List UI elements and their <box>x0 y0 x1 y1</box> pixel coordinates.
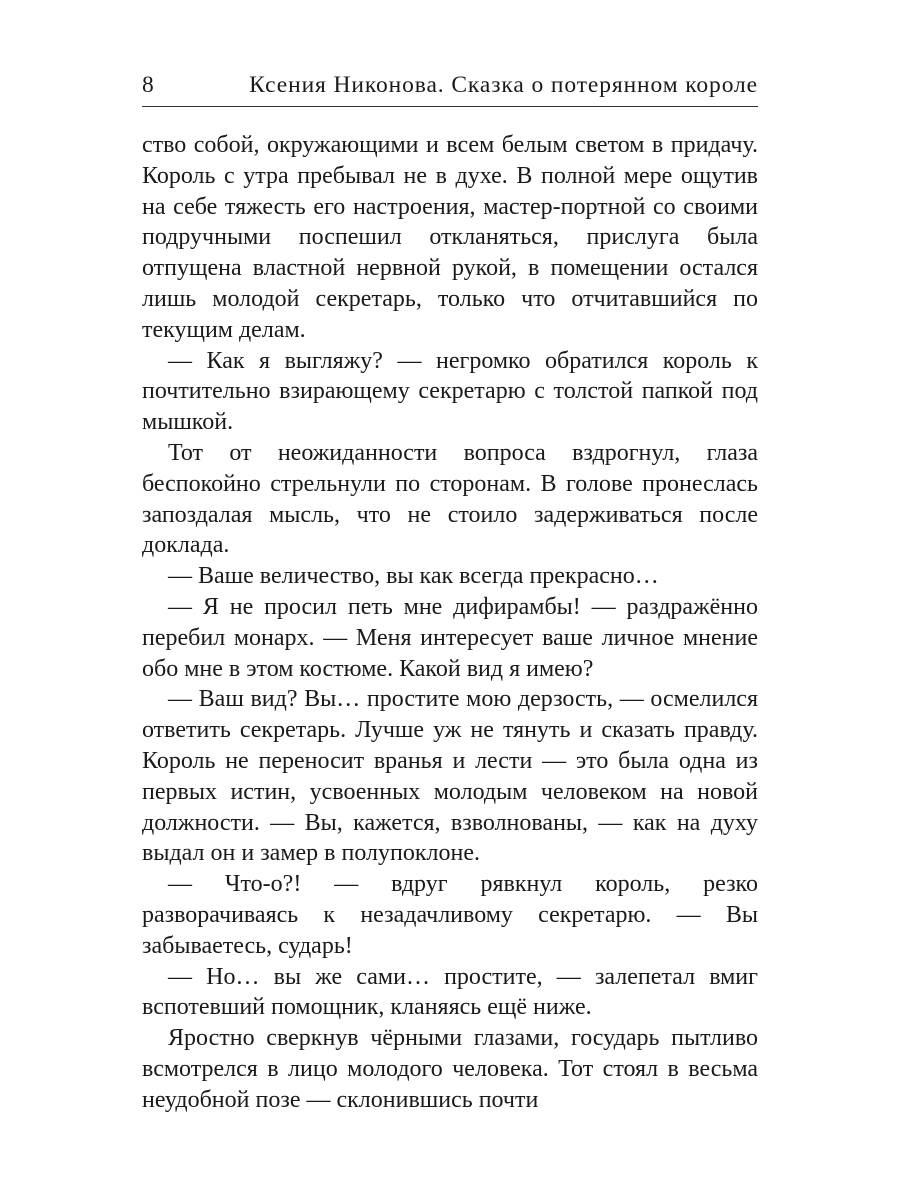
paragraph: — Ваш вид? Вы… простите мою дерзость, — осмелился ответить секретарь. Лучше уж не тянуть и сказать правду. Король не переносит вранья и лести — это была одна из первых истин, усвоенных молодым человеком на новой должности. — Вы, кажется, взволнованы, — как на духу выдал он и замер в полупоклоне. <box>142 686 758 867</box>
page-number: 8 <box>142 72 155 98</box>
header-rule <box>142 106 758 107</box>
paragraph: ство собой, окружающими и всем белым светом в придачу. Король с утра пребывал не в духе. В полной мере ощутив на себе тяжесть его настроения, мастер-портной со своими подручными поспешил откланяться, прислуга была отпущена властной нервной рукой, в помещении остался лишь молодой секретарь, только что отчитавшийся по текущим делам. <box>142 132 758 343</box>
paragraph: — Что-о?! — вдруг рявкнул король, резко разворачиваясь к незадачливому секретарю. — Вы забываетесь, сударь! <box>142 871 758 959</box>
book-page <box>142 0 758 1200</box>
paragraph: — Я не просил петь мне дифирамбы! — раздражённо перебил монарх. — Меня интересует ваше личное мнение обо мне в этом костюме. Какой вид я имею? <box>142 593 758 682</box>
paragraph: — Как я выгляжу? — негромко обратился король к почтительно взирающему секретарю с толстой папкой под мышкой. <box>142 347 758 436</box>
body-text <box>142 130 758 1116</box>
paragraph: — Ваше величество, вы как всегда прекрасно… <box>168 563 659 590</box>
running-head <box>142 70 758 100</box>
running-title: Ксения Никонова. Сказка о потерянном короле <box>249 72 758 98</box>
paragraph: — Но… вы же сами… простите, — залепетал вмиг вспотевший помощник, кланяясь ещё ниже. <box>142 963 758 1021</box>
paragraph: Тот от неожиданности вопроса вздрогнул, глаза беспокойно стрельнули по сторонам. В голове пронеслась запоздалая мысль, что не стоило задерживаться после доклада. <box>142 439 758 559</box>
paragraph: Яростно сверкнув чёрными глазами, государь пытливо всмотрелся в лицо молодого человека. Тот стоял в весьма неудобной позе — склонившись почти <box>142 1025 758 1113</box>
